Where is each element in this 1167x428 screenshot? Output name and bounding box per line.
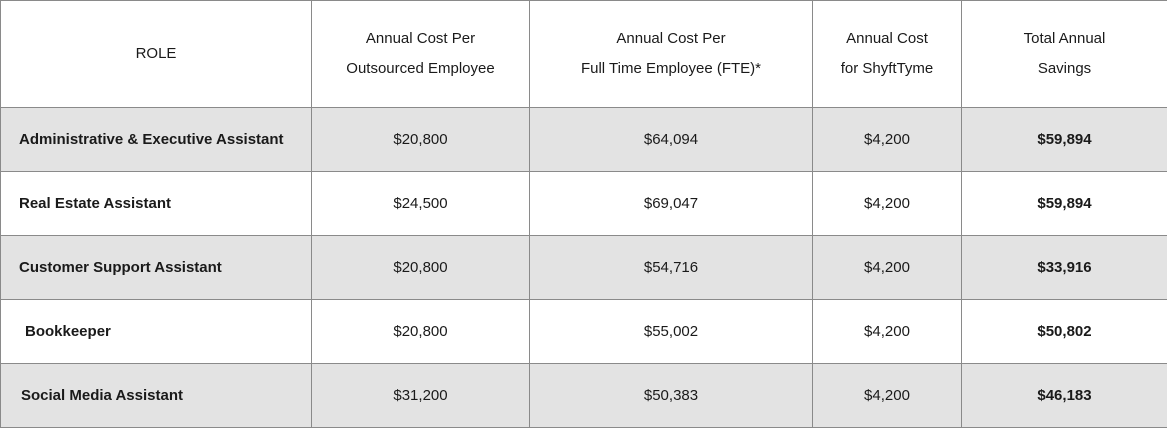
total-savings-cell: $59,894 [962,172,1167,236]
header-fte-cost [530,1,813,108]
shyfttyme-cost-cell: $4,200 [813,236,962,300]
table-row [1,236,1167,300]
outsourced-cost-cell: $31,200 [312,364,530,428]
fte-cost-cell: $54,716 [530,236,813,300]
fte-cost-cell: $64,094 [530,108,813,172]
total-savings-cell: $59,894 [962,108,1167,172]
role-cell: Social Media Assistant [1,364,312,428]
header-savings-line-1: Total Annual [1023,30,1106,47]
table-row [1,108,1167,172]
header-outsourced-cost [312,1,530,108]
shyfttyme-cost-cell: $4,200 [813,108,962,172]
role-cell: Administrative & Executive Assistant [1,108,312,172]
shyfttyme-cost-cell: $4,200 [813,300,962,364]
table-row [1,300,1167,364]
fte-cost-cell: $50,383 [530,364,813,428]
header-savings-line-2: Savings [1037,60,1092,77]
shyfttyme-cost-cell: $4,200 [813,364,962,428]
outsourced-cost-cell: $20,800 [312,108,530,172]
table-header [1,1,1167,108]
header-role-line-1: ROLE [135,45,177,62]
total-savings-cell: $46,183 [962,364,1167,428]
shyfttyme-cost-cell: $4,200 [813,172,962,236]
outsourced-cost-cell: $24,500 [312,172,530,236]
total-savings-cell: $50,802 [962,300,1167,364]
header-outsourced-line-2: Outsourced Employee [346,60,495,77]
header-shyfttyme-line-1: Annual Cost [846,30,928,47]
header-role [1,1,312,108]
fte-cost-cell: $55,002 [530,300,813,364]
header-fte-line-1: Annual Cost Per [616,30,726,47]
fte-cost-cell: $69,047 [530,172,813,236]
header-outsourced-line-1: Annual Cost Per [365,30,476,47]
table-row [1,172,1167,236]
table-row [1,364,1167,428]
role-cell: Real Estate Assistant [1,172,312,236]
role-cell: Bookkeeper [1,300,312,364]
header-shyfttyme-cost [813,1,962,108]
header-fte-line-2: Full Time Employee (FTE)* [580,60,762,77]
header-total-savings [962,1,1167,108]
outsourced-cost-cell: $20,800 [312,236,530,300]
total-savings-cell: $33,916 [962,236,1167,300]
header-shyfttyme-line-2: for ShyftTyme [840,60,934,77]
role-cell: Customer Support Assistant [1,236,312,300]
table-body [1,108,1167,428]
header-row [1,1,1167,108]
outsourced-cost-cell: $20,800 [312,300,530,364]
